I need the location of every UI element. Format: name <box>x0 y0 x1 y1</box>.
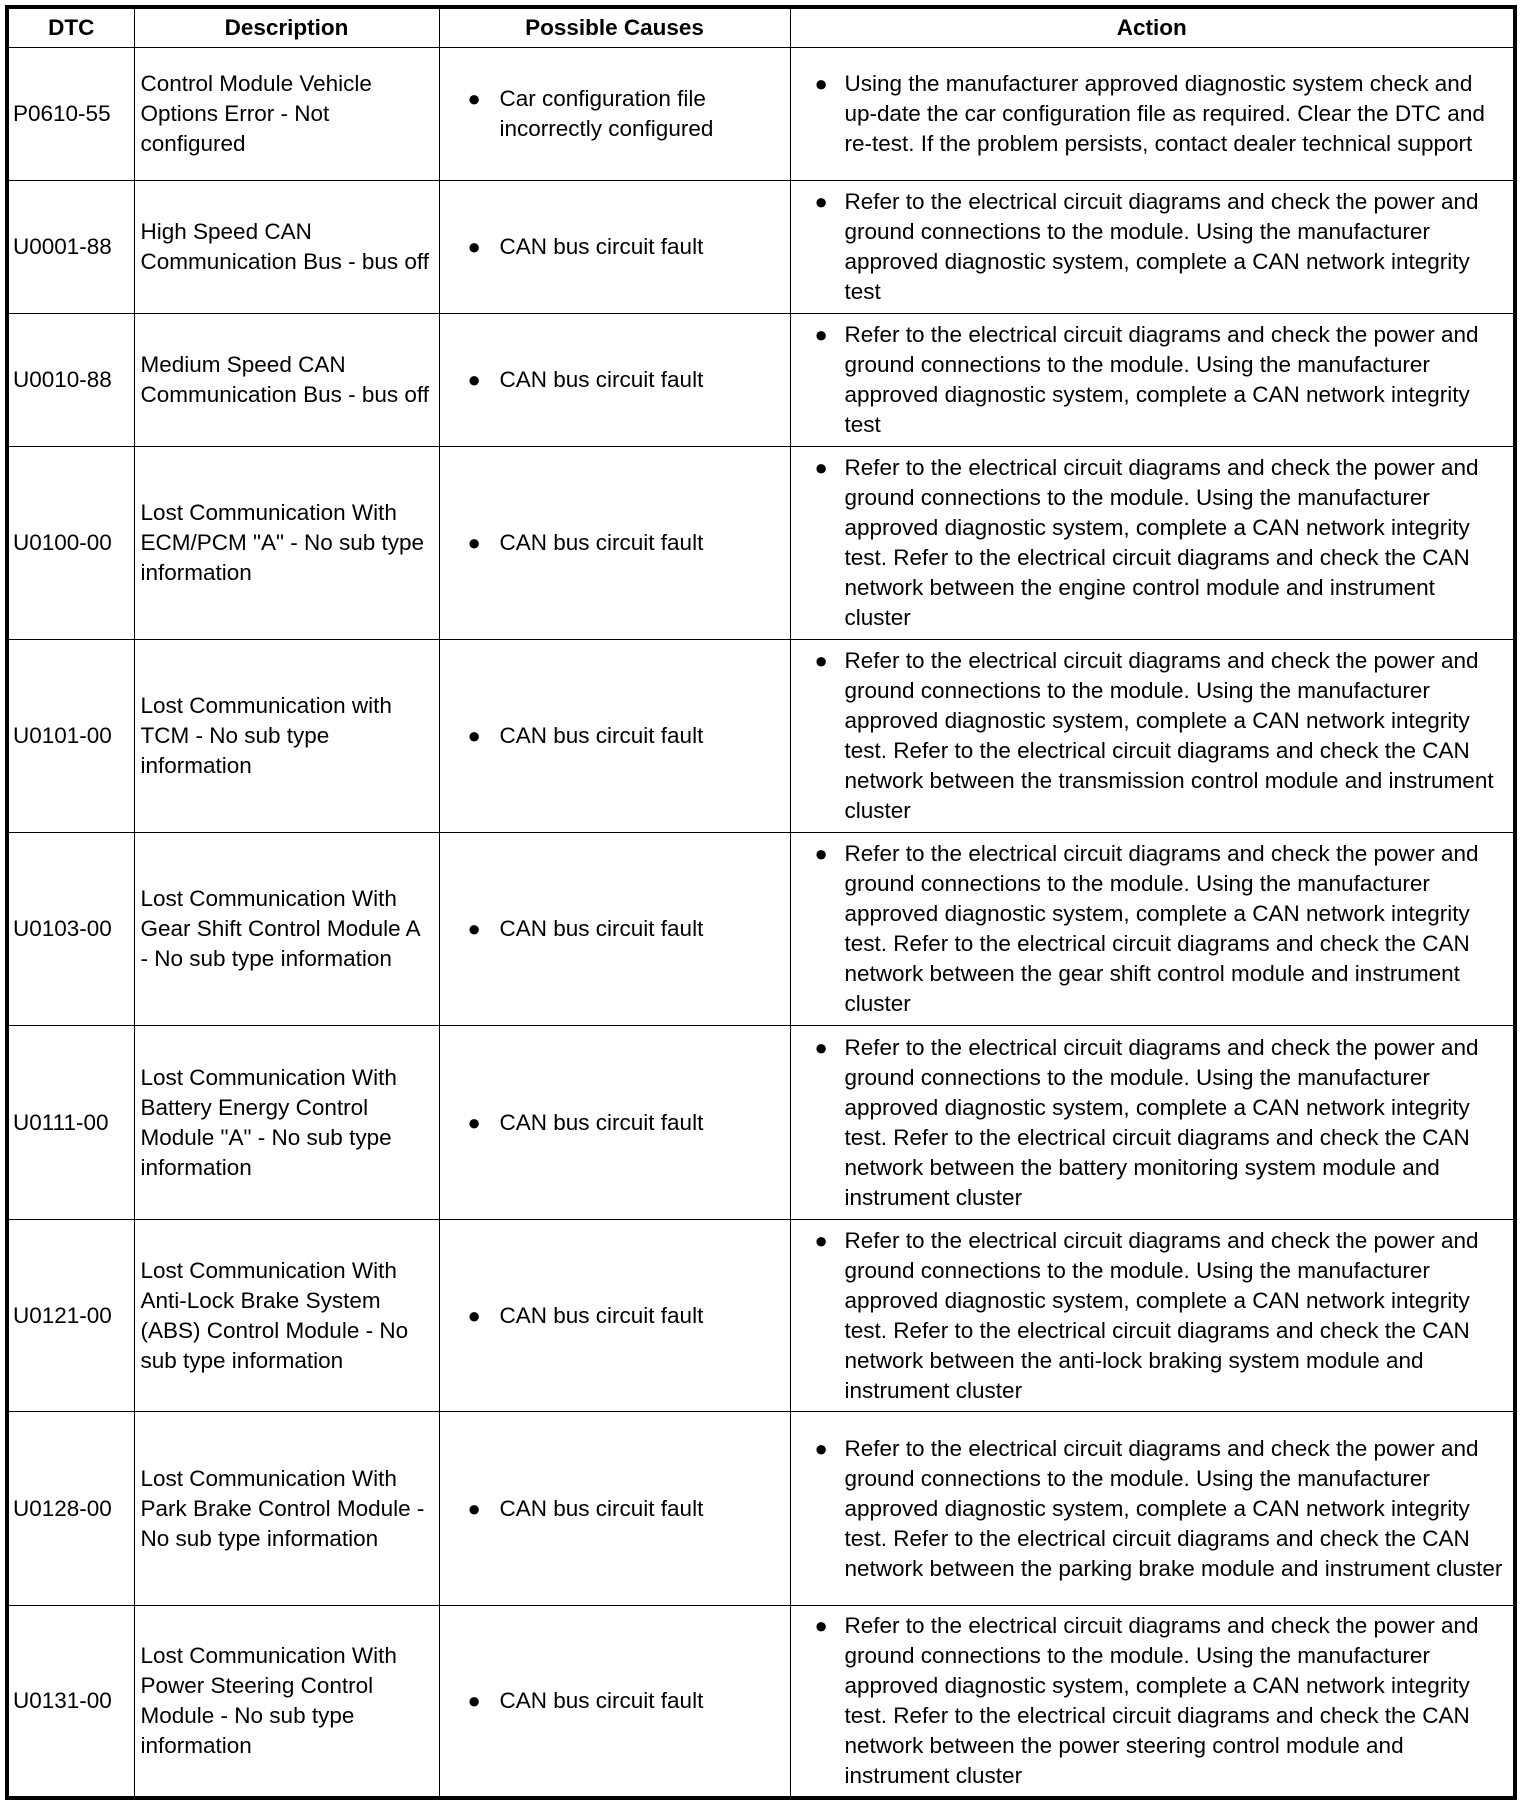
possible-causes <box>439 447 790 640</box>
dtc-code: U0121-00 <box>7 1220 134 1412</box>
bullet-icon: ● <box>467 1109 481 1135</box>
possible-causes <box>439 1220 790 1412</box>
cause-text: CAN bus circuit fault <box>499 234 704 259</box>
dtc-code: U0103-00 <box>7 833 134 1026</box>
action-item <box>797 646 1508 826</box>
possible-causes <box>439 833 790 1026</box>
dtc-code: P0610-55 <box>7 48 134 181</box>
bullet-icon: ● <box>814 71 828 96</box>
action <box>790 1606 1515 1798</box>
bullet-icon: ● <box>814 322 828 347</box>
action-text: Refer to the electrical circuit diagrams and check the power and ground connections to the module. Using the manufacturer approved diagnostic system, complete a CAN network integrity test. Refer to the electrical circuit diagrams and check the CAN network between the battery monitoring system module and instrument cluster <box>844 1034 1479 1210</box>
bullet-icon: ● <box>814 841 828 866</box>
table-row <box>7 1220 1515 1412</box>
action-text: Refer to the electrical circuit diagrams and check the power and ground connections to the module. Using the manufacturer approved diagnostic system, complete a CAN network integrity test. Refer to the electrical circuit diagrams and check the CAN network between the engine control module and instrument cluster <box>844 455 1479 630</box>
dtc-code: U0010-88 <box>7 314 134 447</box>
dtc-description: Lost Communication With Battery Energy Control Module "A" - No sub type information <box>134 1026 439 1220</box>
table-row <box>7 833 1515 1026</box>
dtc-code: U0131-00 <box>7 1606 134 1798</box>
action <box>790 447 1515 640</box>
table-row <box>7 181 1515 314</box>
action-text: Refer to the electrical circuit diagrams and check the power and ground connections to the module. Using the manufacturer approved diagnostic system, complete a CAN network integrity test. Refer to the electrical circuit diagrams and check the CAN network between the parking brake module and instrument cluster <box>844 1435 1503 1581</box>
cause-text: CAN bus circuit fault <box>499 530 704 555</box>
possible-causes <box>439 1412 790 1606</box>
action-item <box>797 320 1508 440</box>
bullet-icon: ● <box>467 234 481 259</box>
bullet-icon: ● <box>814 189 828 214</box>
bullet-icon: ● <box>467 1687 481 1713</box>
action <box>790 833 1515 1026</box>
dtc-description: Lost Communication With ECM/PCM "A" - No sub type information <box>134 447 439 640</box>
possible-causes <box>439 1026 790 1220</box>
action-item <box>797 1434 1508 1584</box>
dtc-description: Lost Communication With Park Brake Control Module - No sub type information <box>134 1412 439 1606</box>
cause-item <box>446 914 784 944</box>
action <box>790 1220 1515 1412</box>
dtc-table <box>5 5 1517 1800</box>
action <box>790 48 1515 181</box>
possible-causes <box>439 48 790 181</box>
cause-item <box>446 232 784 262</box>
bullet-icon: ● <box>814 1435 828 1461</box>
action-item <box>797 1226 1508 1406</box>
cause-item <box>446 365 784 395</box>
cause-text: CAN bus circuit fault <box>499 367 704 392</box>
action-text: Using the manufacturer approved diagnostic system check and up-date the car configuration file as required. Clear the DTC and re-test. If the problem persists, contact dealer technical support <box>844 71 1485 156</box>
action-text: Refer to the electrical circuit diagrams and check the power and ground connections to the module. Using the manufacturer approved diagnostic system, complete a CAN network integrity test <box>844 189 1479 304</box>
table-row <box>7 1412 1515 1606</box>
cause-text: CAN bus circuit fault <box>499 723 704 748</box>
bullet-icon: ● <box>467 723 481 748</box>
cause-text: CAN bus circuit fault <box>499 1687 704 1713</box>
bullet-icon: ● <box>467 367 481 392</box>
action-item <box>797 69 1508 159</box>
action-item <box>797 1611 1508 1791</box>
cause-item <box>446 1686 784 1716</box>
cause-item <box>446 84 784 144</box>
cause-item <box>446 528 784 558</box>
action-item <box>797 187 1508 307</box>
table-row <box>7 48 1515 181</box>
bullet-icon: ● <box>467 530 481 555</box>
cause-text: CAN bus circuit fault <box>499 1495 704 1521</box>
action-text: Refer to the electrical circuit diagrams and check the power and ground connections to the module. Using the manufacturer approved diagnostic system, complete a CAN network integrity test. Refer to the electrical circuit diagrams and check the CAN network between the transmission control module and instrument cluster <box>844 648 1494 823</box>
table-row <box>7 447 1515 640</box>
header-row <box>7 7 1515 48</box>
bullet-icon: ● <box>814 648 828 673</box>
action-item <box>797 453 1508 633</box>
action <box>790 1412 1515 1606</box>
cause-item <box>446 1494 784 1524</box>
bullet-icon: ● <box>814 1034 828 1060</box>
dtc-description: Medium Speed CAN Communication Bus - bus off <box>134 314 439 447</box>
possible-causes <box>439 314 790 447</box>
dtc-description: Control Module Vehicle Options Error - Not configured <box>134 48 439 181</box>
cause-text: CAN bus circuit fault <box>499 1109 704 1135</box>
action-text: Refer to the electrical circuit diagrams and check the power and ground connections to the module. Using the manufacturer approved diagnostic system, complete a CAN network integrity test. Refer to the electrical circuit diagrams and check the CAN network between the power steering control module and instrument cluster <box>844 1612 1479 1788</box>
action-text: Refer to the electrical circuit diagrams and check the power and ground connections to the module. Using the manufacturer approved diagnostic system, complete a CAN network integrity test <box>844 322 1479 437</box>
dtc-description: Lost Communication With Anti-Lock Brake System (ABS) Control Module - No sub type information <box>134 1220 439 1412</box>
dtc-description: Lost Communication with TCM - No sub type information <box>134 640 439 833</box>
action <box>790 314 1515 447</box>
dtc-code: U0101-00 <box>7 640 134 833</box>
bullet-icon: ● <box>814 1227 828 1253</box>
header-dtc: DTC <box>7 7 134 48</box>
action-item <box>797 1033 1508 1213</box>
cause-text: CAN bus circuit fault <box>499 1302 704 1328</box>
action <box>790 640 1515 833</box>
dtc-code: U0001-88 <box>7 181 134 314</box>
table-row <box>7 314 1515 447</box>
header-description: Description <box>134 7 439 48</box>
action-item <box>797 839 1508 1019</box>
bullet-icon: ● <box>814 455 828 480</box>
dtc-description: High Speed CAN Communication Bus - bus off <box>134 181 439 314</box>
dtc-code: U0100-00 <box>7 447 134 640</box>
dtc-description: Lost Communication With Power Steering Control Module - No sub type information <box>134 1606 439 1798</box>
dtc-code: U0111-00 <box>7 1026 134 1220</box>
header-action: Action <box>790 7 1515 48</box>
dtc-description: Lost Communication With Gear Shift Control Module A - No sub type information <box>134 833 439 1026</box>
bullet-icon: ● <box>814 1612 828 1638</box>
action-text: Refer to the electrical circuit diagrams and check the power and ground connections to the module. Using the manufacturer approved diagnostic system, complete a CAN network integrity test. Refer to the electrical circuit diagrams and check the CAN network between the anti-lock braking system module and instrument cluster <box>844 1227 1479 1403</box>
header-possible-causes: Possible Causes <box>439 7 790 48</box>
table-row <box>7 1026 1515 1220</box>
cause-item <box>446 1301 784 1331</box>
table-row <box>7 1606 1515 1798</box>
cause-item <box>446 1108 784 1138</box>
action-text: Refer to the electrical circuit diagrams and check the power and ground connections to the module. Using the manufacturer approved diagnostic system, complete a CAN network integrity test. Refer to the electrical circuit diagrams and check the CAN network between the gear shift control module and instrument cluster <box>844 841 1479 1016</box>
action <box>790 181 1515 314</box>
possible-causes <box>439 1606 790 1798</box>
cause-text: Car configuration file incorrectly configured <box>499 86 714 141</box>
table-row <box>7 640 1515 833</box>
bullet-icon: ● <box>467 1495 481 1521</box>
cause-text: CAN bus circuit fault <box>499 916 704 941</box>
possible-causes <box>439 181 790 314</box>
bullet-icon: ● <box>467 916 481 941</box>
cause-item <box>446 721 784 751</box>
dtc-code: U0128-00 <box>7 1412 134 1606</box>
bullet-icon: ● <box>467 86 481 111</box>
possible-causes <box>439 640 790 833</box>
action <box>790 1026 1515 1220</box>
bullet-icon: ● <box>467 1302 481 1328</box>
